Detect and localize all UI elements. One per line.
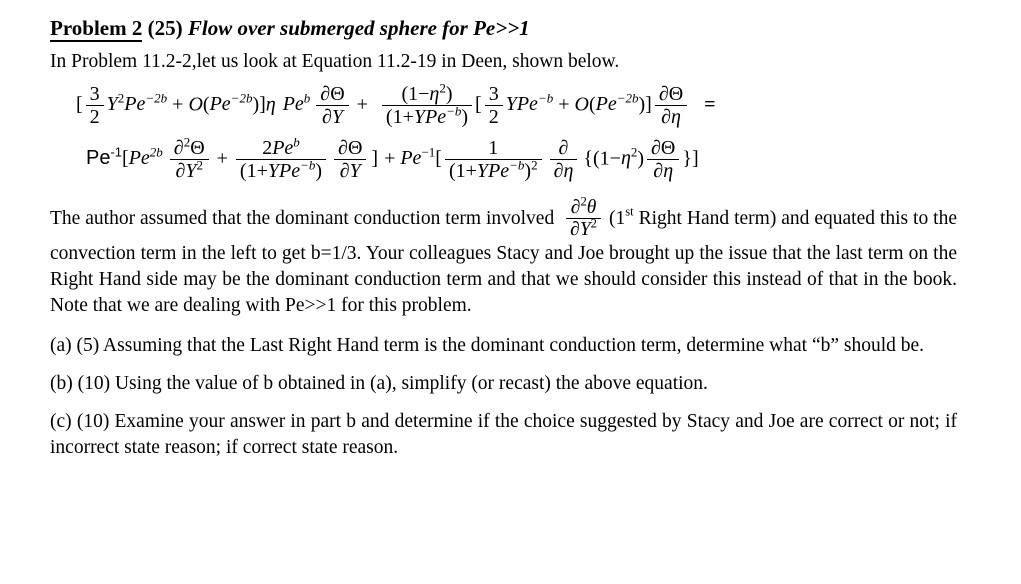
fraction: $\frac{\partial\Theta}{\partial Y}$ xyxy=(316,83,348,129)
intro-text: In Problem 11.2-2,let us look at Equation 11.2-19 in Deen, shown below. xyxy=(50,51,620,72)
equation-line-1: [ $\frac{3}{2}$ $Y^2Pe^{-2b} + O(Pe^{-2b})]\eta$ Pe$^b$ $\frac{\partial\Theta}{\partial Y}$ + $\frac{(1-\eta^2)}{(1+YPe^{-b})}$ [ $\frac{3}{2}$ $YPe^{-b} + O(Pe^{-2b})$] $\frac{\partial\Theta}{\partial\eta}$ = xyxy=(76,80,716,129)
discussion-paragraph: The author assumed that the dominant conduction term involved $\frac{\partial^2\theta}{\partial Y^2}$ (1st Right Hand term) and equated this to the convection term in the left to get b=1/3. Your colleagues Stacy and Joe brought up the issue that the last term on the Right Hand side may be the dominant conduction term and that we should consider this instead of that in the book. Note that we are dealing with Pe>>1 for this problem. xyxy=(50,194,957,317)
fraction: $\frac{\partial\Theta}{\partial Y}$ xyxy=(334,137,366,183)
fraction: $\frac{\partial\Theta}{\partial\eta}$ xyxy=(647,137,679,183)
fraction: $\frac{\partial^2\Theta}{\partial Y^2}$ xyxy=(170,137,209,183)
part-c: (c) (10) Examine your answer in part b and determine if the choice suggested by Stacy and Joe are correct or not; if incorrect state reason; if correct state reason. xyxy=(50,410,957,458)
fraction: $\frac{\partial}{\partial\eta}$ xyxy=(550,137,578,183)
fraction: $\frac{2Pe^b}{(1+YPe^{-b})}$ xyxy=(236,137,326,183)
part-b: (b) (10) Using the value of b obtained in (a), simplify (or recast) the above equation. xyxy=(50,372,708,394)
fraction: $\frac{\partial^2\theta}{\partial Y^2}$ xyxy=(566,197,601,242)
problem-parts xyxy=(50,333,957,462)
fraction: $\frac{3}{2}$ xyxy=(86,83,104,129)
fraction: $\frac{1}{(1+YPe^{-b})^2}$ xyxy=(445,137,542,183)
problem-title: Problem 2 (25) Flow over submerged sphere for Pe>>1 xyxy=(50,16,530,40)
fraction: $\frac{3}{2}$ xyxy=(485,83,503,129)
fraction: $\frac{\partial\Theta}{\partial\eta}$ xyxy=(655,83,687,129)
part-a: (a) (5) Assuming that the Last Right Hand term is the dominant conduction term, determine what “b” should be. xyxy=(50,334,925,356)
equation-11-2-19 xyxy=(50,80,957,183)
equation-line-2: $Pe^{-1}[Pe^{2b}$ $\frac{\partial^2\Theta}{\partial Y^2}$ + $\frac{2Pe^b}{(1+YPe^{-b})}$ $\frac{\partial\Theta}{\partial Y}$ ] + $Pe^{-1}$[ $\frac{1}{(1+YPe^{-b})^2}$ $\frac{\partial}{\partial\eta}$ {$(1-\eta^2)$ $\frac{\partial\Theta}{\partial\eta}$ }] xyxy=(86,134,699,183)
fraction: $\frac{(1-\eta^2)}{(1+YPe^{-b})}$ xyxy=(382,83,472,129)
